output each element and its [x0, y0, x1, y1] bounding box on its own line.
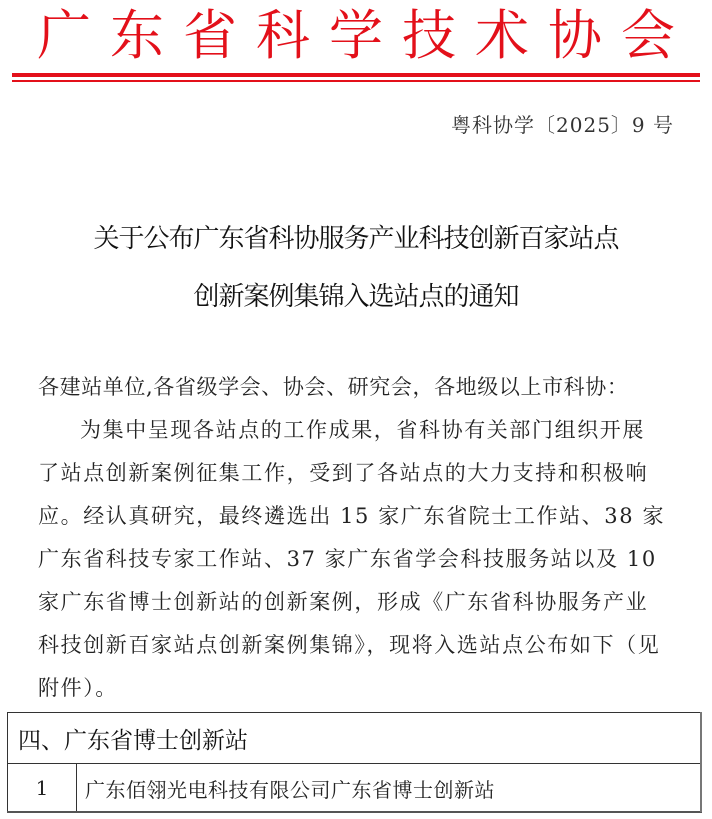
body-line: 为集中呈现各站点的工作成果，省科协有关部门组织开展 [80, 418, 645, 442]
body-line: 科技创新百家站点创新案例集锦》，现将入选站点公布如下（见 [38, 633, 661, 657]
document-title-line-2: 创新案例集锦入选站点的通知 [193, 282, 519, 312]
salutation: 各建站单位,各省级学会、协会、研究会，各地级以上市科协： [38, 375, 629, 399]
table-right-border [700, 712, 702, 812]
letterhead-rule-thin [12, 80, 700, 82]
body-line: 广东省科技专家工作站、37 家广东省学会科技服务站以及 10 [38, 547, 657, 571]
stations-table [7, 712, 702, 813]
table-section-header: 四、广东省博士创新站 [8, 713, 702, 764]
letterhead-title: 广东省科学技术协会 [37, 4, 694, 67]
row-station-name: 广东佰翎光电科技有限公司广东省博士创新站 [77, 764, 702, 813]
body-line: 了站点创新案例征集工作，受到了各站点的大力支持和积极响 [38, 461, 649, 485]
document-number: 粤科协学〔2025〕9 号 [451, 113, 674, 137]
row-index: 1 [8, 764, 77, 813]
table-row [8, 764, 702, 813]
body-line: 家广东省博士创新站的创新案例，形成《广东省科协服务产业 [38, 590, 649, 614]
body-line: 附件）。 [38, 676, 118, 700]
table-section-header-row [8, 713, 702, 764]
table-bottom-border [7, 811, 702, 813]
body-line: 应。经认真研究，最终遴选出 15 家广东省院士工作站、38 家 [38, 504, 666, 528]
document-title-line-1: 关于公布广东省科协服务产业科技创新百家站点 [93, 224, 619, 254]
letterhead-rule-thick [12, 73, 700, 77]
